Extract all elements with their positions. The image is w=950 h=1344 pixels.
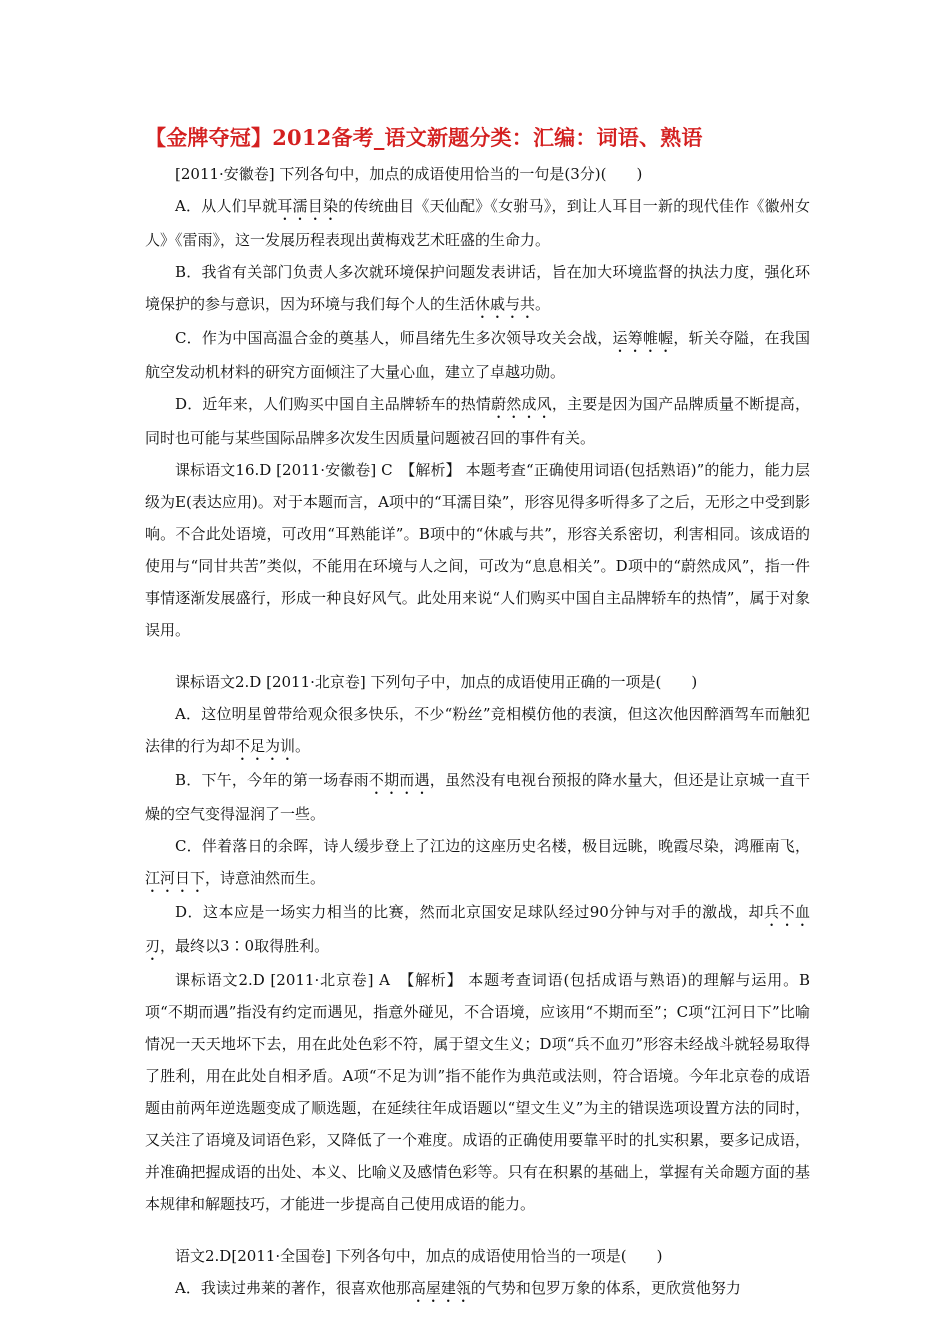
- emphasized-idiom: 不期而遇: [368, 771, 430, 789]
- document-title: 【金牌夺冠】2012备考_语文新题分类：汇编：词语、熟语: [145, 125, 703, 150]
- question-1-stem: [2011·安徽卷] 下列各句中，加点的成语使用恰当的一句是(3分)( ): [175, 165, 643, 183]
- emphasized-idiom: 运筹帷幄: [612, 329, 674, 347]
- emphasized-idiom: 江河日下: [145, 869, 206, 887]
- q2-option-a: A．这位明星曾带给观众很多快乐，不少“粉丝”竞相模仿他的表演，但这次他因醉酒驾车而触犯法律的行为却不足为训。: [145, 705, 810, 755]
- emphasized-idiom: 休戚与共: [475, 295, 536, 313]
- emphasized-idiom: 高屋建瓴: [410, 1279, 471, 1297]
- question-3-stem: 语文2.D[2011·全国卷] 下列各句中，加点的成语使用恰当的一项是( ): [175, 1247, 663, 1265]
- emphasized-idiom: 耳濡目染: [277, 197, 339, 215]
- q2-option-c: C．伴着落日的余晖，诗人缓步登上了江边的这座历史名楼，极目远眺，晚霞尽染，鸿雁南飞，江河日下，诗意油然而生。: [145, 837, 810, 887]
- q1-option-b: B．我省有关部门负责人多次就环境保护问题发表讲话，旨在加大环境监督的执法力度，强化环境保护的参与意识，因为环境与我们每个人的生活休戚与共。: [145, 263, 810, 313]
- spacer: [145, 646, 810, 666]
- q1-option-a: A．从人们早就耳濡目染的传统曲目《天仙配》《女驸马》，到让人耳目一新的现代佳作《徽州女人》《雷雨》，这一发展历程表现出黄梅戏艺术旺盛的生命力。: [145, 197, 810, 249]
- q1-answer: 课标语文16.D [2011·安徽卷] C 【解析】 本题考查“正确使用词语(包括熟语)”的能力，能力层级为E(表达应用)。对于本题而言，A项中的“耳濡目染”，形容见得多听得多了之后，无形之中受到影响。不合此处语境，可改用“耳熟能详”。B项中的“休戚与共”，形容关系密切，利害相同。该成语的使用与“同甘共苦”类似，不能用在环境与人之间，可改为“息息相关”。D项中的“蔚然成风”，指一件事情逐渐发展盛行，形成一种良好风气。此处用来说“人们购买中国自主品牌轿车的热情”，属于对象误用。: [145, 461, 810, 639]
- emphasized-idiom: 兵不血刃: [145, 903, 810, 955]
- emphasized-idiom: 不足为训: [235, 737, 296, 755]
- emphasized-idiom: 蔚然成风: [491, 395, 552, 413]
- question-2-stem: 课标语文2.D [2011·北京卷] 下列句子中，加点的成语使用正确的一项是( ): [175, 673, 698, 691]
- q3-option-a: A．我读过弗莱的著作，很喜欢他那高屋建瓴的气势和包罗万象的体系，更欣赏他努力: [175, 1279, 741, 1297]
- q2-option-b: B．下午，今年的第一场春雨不期而遇，虽然没有电视台预报的降水量大，但还是让京城一直干燥的空气变得湿润了一些。: [145, 771, 810, 823]
- spacer: [145, 1220, 810, 1240]
- q1-option-c: C．作为中国高温合金的奠基人，师昌绪先生多次领导攻关会战，运筹帷幄，斩关夺隘，在我国航空发动机材料的研究方面倾注了大量心血，建立了卓越功勋。: [145, 329, 810, 381]
- q1-option-d: D．近年来，人们购买中国自主品牌轿车的热情蔚然成风，主要是因为国产品牌质量不断提高，同时也可能与某些国际品牌多次发生因质量问题被召回的事件有关。: [145, 395, 810, 447]
- q2-option-d: D．这本应是一场实力相当的比赛，然而北京国安足球队经过90分钟与对手的激战，却兵不血刃，最终以3∶0取得胜利。: [145, 903, 810, 955]
- q2-answer: 课标语文2.D [2011·北京卷] A 【解析】 本题考查词语(包括成语与熟语)的理解与运用。B项“不期而遇”指没有约定而遇见，指意外碰见，不合语境，应该用“不期而至”；C项“江河日下”比喻情况一天天地坏下去，用在此处色彩不符，属于望文生义；D项“兵不血刃”形容未经战斗就轻易取得了胜利，用在此处自相矛盾。A项“不足为训”指不能作为典范或法则，符合语境。今年北京卷的成语题由前两年逆选题变成了顺选题，在延续往年成语题以“望文生义”为主的错误选项设置方法的同时，又关注了语境及词语色彩，又降低了一个难度。成语的正确使用要靠平时的扎实积累，要多记成语，并准确把握成语的出处、本义、比喻义及感情色彩等。只有在积累的基础上，掌握有关命题方面的基本规律和解题技巧，才能进一步提高自己使用成语的能力。: [145, 971, 810, 1213]
- document-body: [145, 158, 810, 1306]
